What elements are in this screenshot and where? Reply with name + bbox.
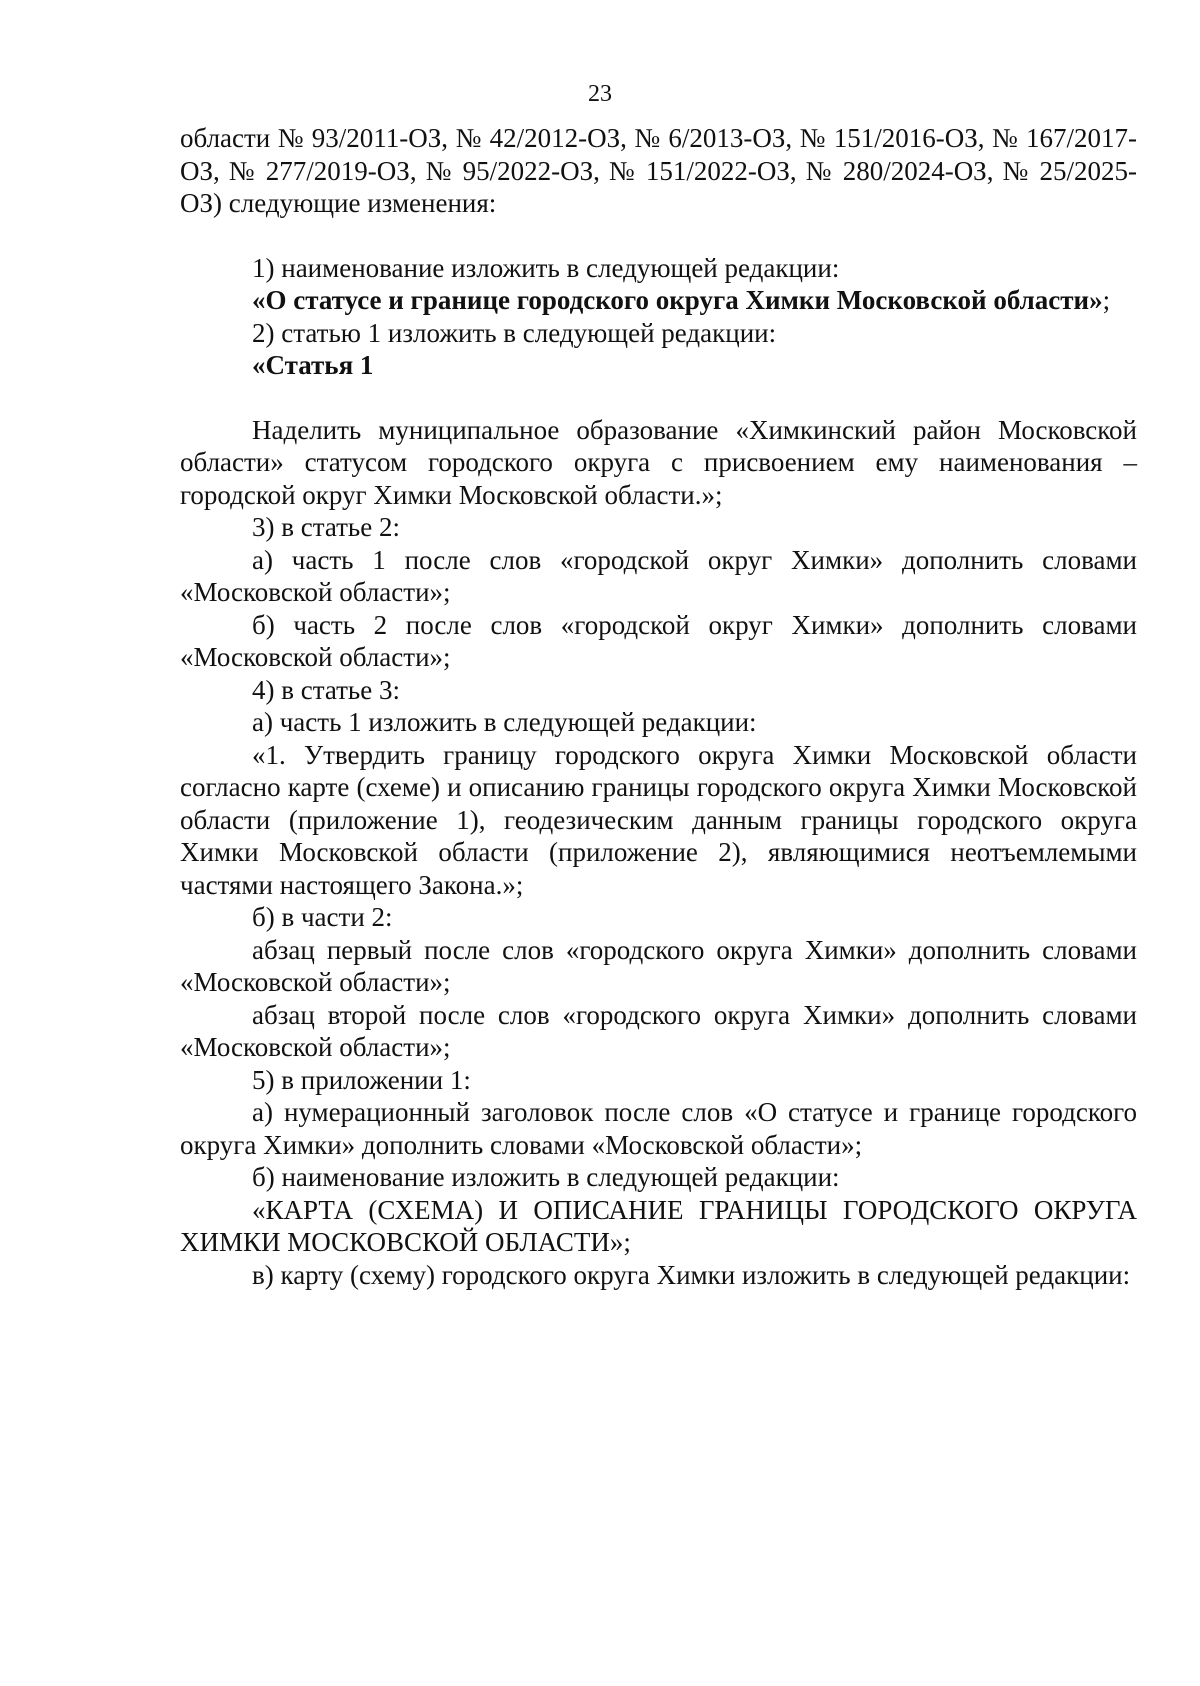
article-1-heading: «Статья 1	[252, 350, 374, 380]
paragraph-amendment-list: области № 93/2011-ОЗ, № 42/2012-ОЗ, № 6/2013-ОЗ, № 151/2016-ОЗ, № 167/2017-ОЗ, № 277/2019-ОЗ, № 95/2022-ОЗ, № 151/2022-ОЗ, № 280/2024-ОЗ, № 25/2025-ОЗ) следующие изменения:	[180, 123, 1137, 218]
paragraph-item-2: 2) статью 1 изложить в следующей редакции:	[252, 317, 777, 348]
paragraph-item-3a: а) часть 1 после слов «городской округ Химки» дополнить словами «Московской области»;	[180, 544, 1137, 607]
paragraph-item-4b: б) в части 2:	[252, 902, 393, 932]
new-title-text: «О статусе и границе городского округа Химки Московской области»	[252, 285, 1103, 315]
paragraph-abzac-2: абзац второй после слов «городского округа Химки» дополнить словами «Московской области»;	[180, 999, 1137, 1062]
spacer	[180, 220, 1137, 252]
paragraph-item-5: 5) в приложении 1:	[252, 1064, 471, 1095]
paragraph-new-title	[180, 284, 1137, 317]
spacer	[180, 382, 1137, 414]
document-body	[180, 122, 1137, 1291]
paragraph-item-5a: а) нумерационный заголовок после слов «О статусе и границе городского округа Химки» дополнить словами «Московской области»;	[180, 1097, 1137, 1160]
paragraph-item-4: 4) в статье 3:	[252, 674, 400, 705]
paragraph-article-3-part-1: «1. Утвердить границу городского округа Химки Московской области согласно карте (схеме) и описанию границы городского округа Химки Московской области (приложение 1), геодезическим данным границы городского округа Химки Московской области (приложение 2), являющимися неотъемлемыми частями настоящего Закона.»;	[180, 739, 1137, 900]
paragraph-item-5b: б) наименование изложить в следующей редакции:	[252, 1162, 840, 1192]
paragraph-article-1-text: Наделить муниципальное образование «Химкинский район Московской области» статусом городского округа с присвоением ему наименования – городской округ Химки Московской области.»;	[180, 414, 1137, 510]
paragraph-item-4a: а) часть 1 изложить в следующей редакции:	[252, 707, 757, 737]
new-title-suffix: ;	[1102, 285, 1111, 315]
paragraph-item-1: 1) наименование изложить в следующей редакции:	[252, 252, 840, 283]
paragraph-item-3b: б) часть 2 после слов «городской округ Химки» дополнить словами «Московской области»;	[180, 609, 1137, 672]
page-number: 23	[588, 81, 612, 107]
paragraph-abzac-1: абзац первый после слов «городского округа Химки» дополнить словами «Московской области»;	[180, 934, 1137, 997]
paragraph-map-title: «КАРТА (СХЕМА) И ОПИСАНИЕ ГРАНИЦЫ ГОРОДСКОГО ОКРУГА ХИМКИ МОСКОВСКОЙ ОБЛАСТИ»;	[180, 1194, 1137, 1257]
paragraph-item-5v: в) карту (схему) городского округа Химки изложить в следующей редакции:	[252, 1259, 1131, 1290]
paragraph-item-3: 3) в статье 2:	[252, 512, 400, 542]
